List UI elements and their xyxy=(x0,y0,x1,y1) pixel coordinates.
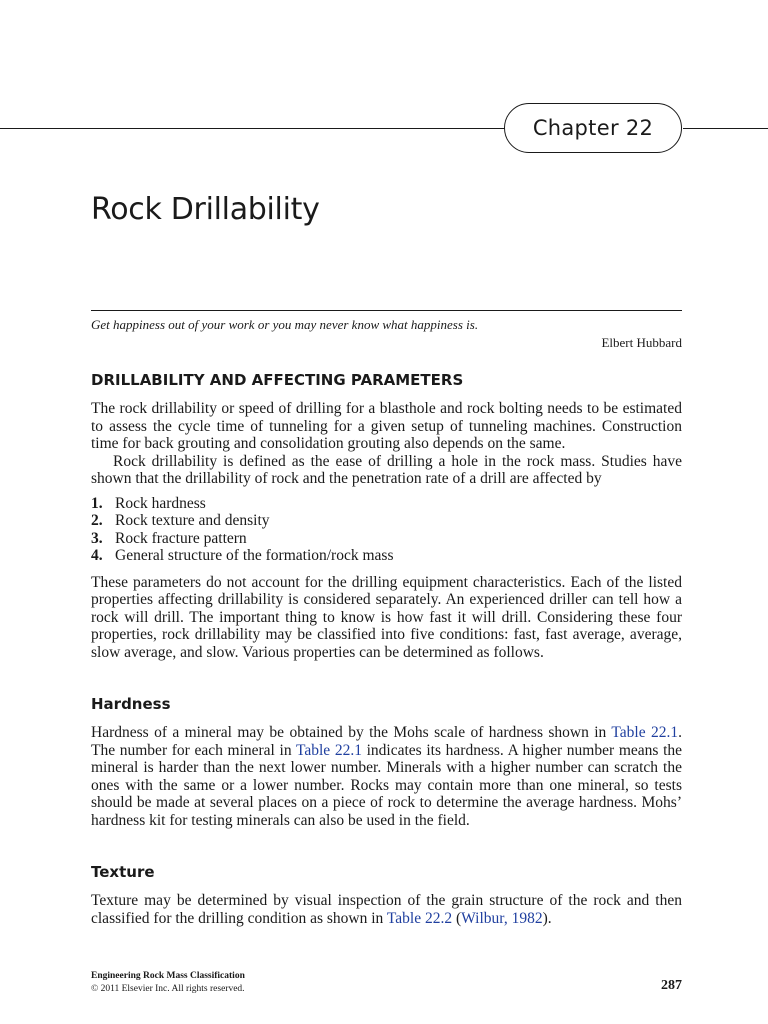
chapter-rule-left xyxy=(0,128,505,129)
parameter-list xyxy=(91,495,682,565)
paragraph: Rock drillability is defined as the ease of drilling a hole in the rock mass. Studies have shown that the drillability of rock and the penetration rate of a drill are affected by xyxy=(91,452,682,487)
paragraph-texture: Texture may be determined by visual inspection of the grain structure of the rock and then classified for the drilling condition as shown in Table 22.2 (Wilbur, 1982). xyxy=(91,892,682,927)
table-22-2-link[interactable]: Table 22.2 xyxy=(386,909,453,927)
section-heading-drillability: DRILLABILITY AND AFFECTING PARAMETERS xyxy=(91,371,464,389)
paragraph: These parameters do not account for the drilling equipment characteristics. Each of the listed properties affecting drillability is considered separately. An experienced driller can tell how a rock will drill. The important thing to know is how fast it will drill. Considering these four properties, rock drillability may be classified into five conditions: fast, fast average, average, slow average, and slow. Various properties can be determined as follows. xyxy=(91,573,682,661)
epigraph-rule xyxy=(91,310,682,311)
list-item: 4. General structure of the formation/rock mass xyxy=(91,547,394,564)
table-22-1-link[interactable]: Table 22.1 xyxy=(295,741,362,759)
chapter-rule-right xyxy=(683,128,768,129)
chapter-label: Chapter 22 xyxy=(504,103,682,153)
epigraph-author: Elbert Hubbard xyxy=(601,335,682,350)
footer-info xyxy=(91,970,245,996)
chapter-body xyxy=(91,370,682,927)
section-heading-texture: Texture xyxy=(91,863,155,881)
copyright-notice: © 2011 Elsevier Inc. All rights reserved. xyxy=(91,984,245,994)
book-title: Engineering Rock Mass Classification xyxy=(91,971,245,981)
table-22-1-link[interactable]: Table 22.1 xyxy=(611,724,679,741)
list-item: 1. Rock hardness xyxy=(91,494,206,512)
citation-wilbur-link[interactable]: Wilbur, 1982 xyxy=(461,909,543,927)
page-number: 287 xyxy=(661,978,682,993)
list-item: 2. Rock texture and density xyxy=(91,512,270,529)
paragraph: The rock drillability or speed of drilling for a blasthole and rock bolting needs to be estimated to assess the cycle time of tunneling for a given setup of tunneling machines. Construction time for back grouting and consolidation grouting also depends on the same. xyxy=(91,400,682,452)
chapter-title: Rock Drillability xyxy=(91,192,320,227)
section-heading-hardness: Hardness xyxy=(91,695,171,713)
paragraph-hardness: Hardness of a mineral may be obtained by the Mohs scale of hardness shown in Table 22.1. The number for each mineral in Table 22.1 indicates its hardness. A higher number means the mineral is harder than the next lower number. Minerals with a higher number can scratch the ones with the same or a lower number. Rocks may contain more than one mineral, so tests should be made at several places on a piece of rock to determine the average hardness. Mohs’ hardness kit for testing minerals can also be used in the field. xyxy=(91,724,683,829)
list-item: 3. Rock fracture pattern xyxy=(91,529,247,547)
epigraph-quote: Get happiness out of your work or you may never know what happiness is. xyxy=(91,317,479,332)
